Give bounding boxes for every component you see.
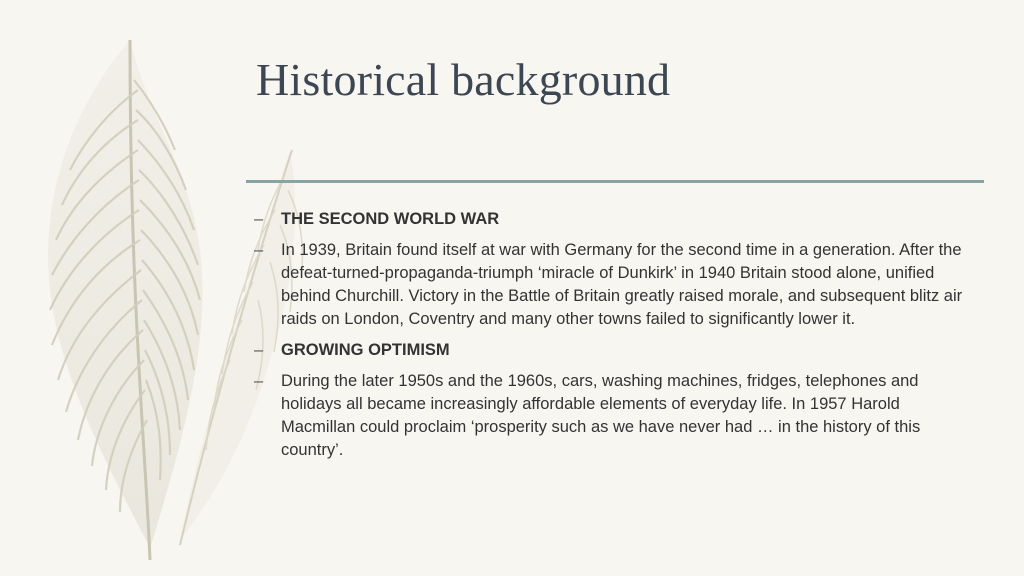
list-item-text: THE SECOND WORLD WAR (281, 210, 500, 228)
list-item-heading-second-world-war (254, 208, 974, 231)
slide-title: Historical background (256, 54, 671, 105)
dash-bullet-icon: – (254, 210, 264, 228)
list-item-text: In 1939, Britain found itself at war with Germany for the second time in a generation. After the defeat-turned-propaganda-triumph ‘miracle of Dunkirk’ in 1940 Britain stood alone, unified behind Churchill. Victory in the Battle of Britain greatly raised morale, and subsequent blitz air raids on London, Coventry and many other towns failed to significantly lower it. (281, 241, 963, 328)
dash-bullet-icon: – (254, 241, 264, 259)
list-item-body-optimism (254, 370, 974, 462)
list-item-text: During the later 1950s and the 1960s, cars, washing machines, fridges, telephones and holidays all became increasingly affordable elements of everyday life. In 1957 Harold Macmillan could proclaim ‘prosperity such as we have never had … in the history of this country’. (281, 372, 921, 459)
list-item-body-war (254, 239, 974, 331)
bullet-list (254, 208, 974, 470)
list-item-text: GROWING OPTIMISM (281, 341, 450, 359)
title-divider (246, 180, 984, 183)
list-item-heading-growing-optimism (254, 339, 974, 362)
dash-bullet-icon: – (254, 372, 264, 390)
dash-bullet-icon: – (254, 341, 264, 359)
